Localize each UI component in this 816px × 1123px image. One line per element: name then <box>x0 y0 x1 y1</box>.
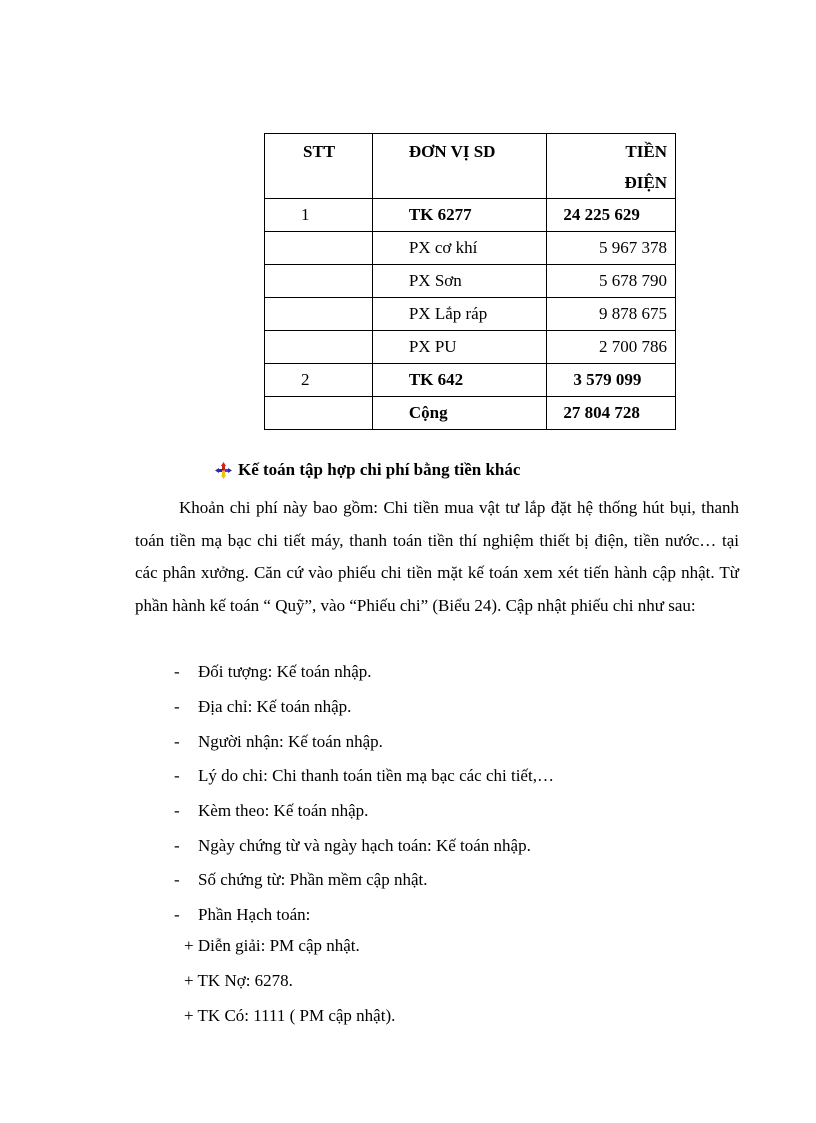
list-item-text: Lý do chi: Chi thanh toán tiền mạ bạc các chi tiết,… <box>198 766 554 786</box>
list-dash: - <box>174 801 180 821</box>
sublist-item: + Diễn giải: PM cập nhật. <box>184 936 360 955</box>
row-amount: 5 967 378 <box>547 232 676 265</box>
list-item-text: Số chứng từ: Phần mềm cập nhật. <box>198 870 428 890</box>
electricity-cost-table <box>264 133 676 430</box>
list-item <box>174 690 554 725</box>
row-stt <box>265 265 373 298</box>
row-stt <box>265 331 373 364</box>
list-item-text: Địa chỉ: Kế toán nhập. <box>198 697 352 717</box>
sublist-item: + TK Có: 1111 ( PM cập nhật). <box>184 1006 396 1025</box>
row-amount: 27 804 728 <box>547 397 676 430</box>
header-amount-line1: TIỀN <box>625 142 667 161</box>
list-dash: - <box>174 731 180 751</box>
header-amount <box>547 134 676 199</box>
table-row-total <box>265 397 676 430</box>
list-item <box>174 724 554 759</box>
field-list <box>174 655 554 933</box>
list-dash: - <box>174 870 180 890</box>
row-unit: PX Sơn <box>372 265 547 298</box>
header-unit: ĐƠN VỊ SD <box>372 134 547 199</box>
row-stt <box>265 298 373 331</box>
list-item-text: Phần Hạch toán: <box>198 905 311 925</box>
list-dash: - <box>174 697 180 717</box>
list-item <box>174 863 554 898</box>
row-stt <box>265 397 373 430</box>
row-unit: PX cơ khí <box>372 232 547 265</box>
table-row <box>265 298 676 331</box>
list-item-text: Kèm theo: Kế toán nhập. <box>198 801 369 821</box>
header-amount-line2: ĐIỆN <box>624 173 667 192</box>
list-item <box>174 655 554 690</box>
list-dash: - <box>174 905 180 925</box>
row-unit: TK 642 <box>372 364 547 397</box>
body-paragraph: Khoản chi phí này bao gồm: Chi tiền mua vật tư lắp đặt hệ thống hút bụi, thanh toán tiền mạ bạc chi tiết máy, thanh toán tiền thí nghiệm thiết bị điện, tiền nước… tại các phân xưởng. Căn cứ vào phiếu chi tiền mặt kế toán xem xét tiến hành cập nhật. Từ phần hành kế toán “ Quỹ”, vào “Phiếu chi” (Biểu 24). Cập nhật phiếu chi như sau: <box>135 498 739 615</box>
sublist-item: + TK Nợ: 6278. <box>184 971 293 990</box>
row-unit: Cộng <box>372 397 547 430</box>
table-row <box>265 199 676 232</box>
row-stt: 2 <box>265 364 373 397</box>
table-row <box>265 232 676 265</box>
row-stt: 1 <box>265 199 373 232</box>
row-amount: 9 878 675 <box>547 298 676 331</box>
section-heading <box>215 460 520 480</box>
row-unit: PX Lắp ráp <box>372 298 547 331</box>
list-item <box>174 794 554 829</box>
four-arrows-bullet-icon <box>215 462 232 479</box>
list-item <box>174 759 554 794</box>
list-dash: - <box>174 662 180 682</box>
list-item <box>174 828 554 863</box>
row-unit: PX PU <box>372 331 547 364</box>
list-dash: - <box>174 835 180 855</box>
row-amount: 2 700 786 <box>547 331 676 364</box>
row-stt <box>265 232 373 265</box>
row-amount: 24 225 629 <box>547 199 676 232</box>
row-amount: 3 579 099 <box>547 364 676 397</box>
list-item-text: Đối tượng: Kế toán nhập. <box>198 662 372 682</box>
list-item <box>174 898 554 933</box>
list-item-text: Ngày chứng từ và ngày hạch toán: Kế toán nhập. <box>198 835 531 855</box>
list-dash: - <box>174 766 180 786</box>
table-row <box>265 265 676 298</box>
row-unit: TK 6277 <box>372 199 547 232</box>
row-amount: 5 678 790 <box>547 265 676 298</box>
table-header-row <box>265 134 676 199</box>
table-row <box>265 331 676 364</box>
table-row <box>265 364 676 397</box>
header-stt: STT <box>265 134 373 199</box>
list-item-text: Người nhận: Kế toán nhập. <box>198 731 383 751</box>
section-heading-text: Kế toán tập hợp chi phí bằng tiền khác <box>238 460 521 479</box>
